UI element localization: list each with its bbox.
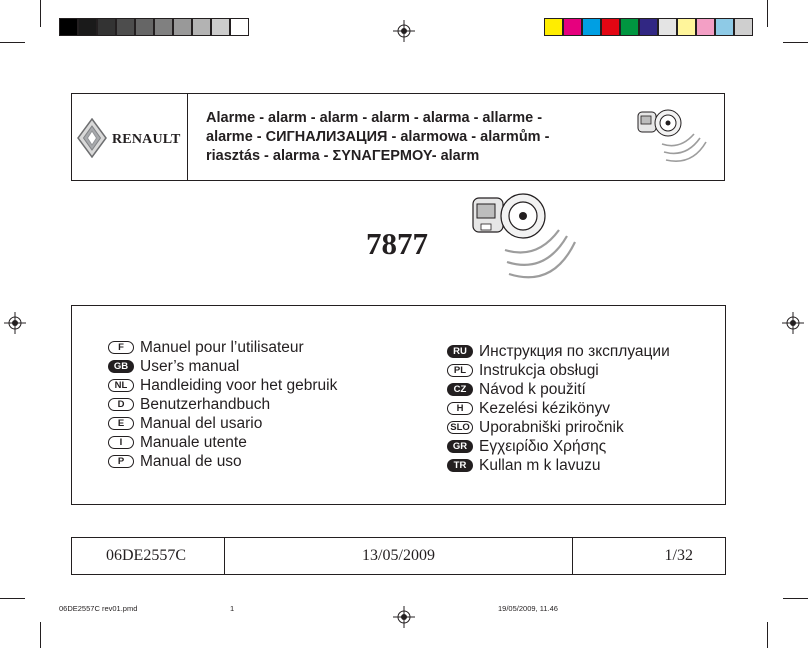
title-line: riasztás - alarma - ΣΥΝΑΓΕΡΜΟΥ- alarm	[206, 148, 480, 164]
manual-title: User’s manual	[140, 357, 240, 375]
gray-swatch	[192, 18, 211, 36]
manual-language-item	[108, 414, 337, 433]
language-code-badge: I	[108, 436, 134, 449]
manual-language-item	[108, 338, 337, 357]
process-color-bar	[544, 18, 753, 36]
manual-language-item	[447, 456, 670, 475]
slug-page: 1	[230, 604, 235, 613]
language-code-badge: GR	[447, 440, 473, 453]
manual-language-item	[447, 342, 670, 361]
color-swatch	[734, 18, 753, 36]
gray-swatch	[211, 18, 230, 36]
document-reference: 06DE2557C	[72, 538, 225, 574]
alarm-device-icon-small	[632, 104, 712, 174]
language-code-badge: D	[108, 398, 134, 411]
registration-mark-right	[782, 312, 804, 334]
language-code-badge: NL	[108, 379, 134, 392]
model-number: 7877	[366, 226, 428, 261]
color-swatch	[658, 18, 677, 36]
language-code-badge: CZ	[447, 383, 473, 396]
manual-title: Instrukcja obsługi	[479, 361, 599, 379]
color-swatch	[639, 18, 658, 36]
manual-language-item	[447, 380, 670, 399]
manual-title: Manual de uso	[140, 452, 242, 470]
manual-language-item	[108, 376, 337, 395]
registration-mark-top	[393, 20, 415, 42]
manual-title: Εγχειρίδιο Χρήσης	[479, 437, 607, 455]
language-list-left	[108, 338, 337, 471]
header-box	[71, 93, 725, 181]
color-swatch	[620, 18, 639, 36]
manual-language-box	[71, 305, 726, 505]
gray-swatch	[59, 18, 78, 36]
manual-title: Kullan m k lavuzu	[479, 456, 601, 474]
color-swatch	[563, 18, 582, 36]
language-list-right	[447, 342, 670, 475]
color-swatch	[715, 18, 734, 36]
document-title	[206, 109, 596, 166]
manual-language-item	[447, 418, 670, 437]
language-code-badge: RU	[447, 345, 473, 358]
color-swatch	[677, 18, 696, 36]
manual-language-item	[447, 437, 670, 456]
registration-mark-bottom	[393, 606, 415, 628]
manual-language-item	[447, 361, 670, 380]
slug-timestamp: 19/05/2009, 11.46	[498, 604, 558, 613]
renault-logo	[77, 118, 107, 158]
slug-filename: 06DE2557C rev01.pmd	[59, 604, 138, 613]
manual-title: Manual del usario	[140, 414, 263, 432]
manual-title: Handleiding voor het gebruik	[140, 376, 338, 394]
manual-title: Benutzerhandbuch	[140, 395, 271, 413]
footer-table	[71, 537, 726, 575]
language-code-badge: TR	[447, 459, 473, 472]
gray-swatch	[78, 18, 97, 36]
gray-swatch	[154, 18, 173, 36]
grayscale-color-bar	[59, 18, 249, 36]
language-code-badge: H	[447, 402, 473, 415]
page-number: 1/32	[664, 547, 693, 564]
color-swatch	[582, 18, 601, 36]
manual-title: Uporabniški priročnik	[479, 418, 624, 436]
title-line: Alarme - alarm - alarm - alarm - alarma - allarme -	[206, 110, 543, 126]
manual-language-item	[108, 452, 337, 471]
color-swatch	[696, 18, 715, 36]
language-code-badge: SLO	[447, 421, 473, 434]
manual-language-item	[447, 399, 670, 418]
gray-swatch	[230, 18, 249, 36]
language-code-badge: PL	[447, 364, 473, 377]
color-swatch	[544, 18, 563, 36]
color-swatch	[601, 18, 620, 36]
brand-name: RENAULT	[112, 132, 181, 147]
language-code-badge: E	[108, 417, 134, 430]
gray-swatch	[135, 18, 154, 36]
title-line: alarme - СИГНАЛИЗАЦИЯ - alarmowa - alarmům -	[206, 129, 550, 145]
manual-title: Kezelési kézikönyv	[479, 399, 610, 417]
language-code-badge: GB	[108, 360, 134, 373]
manual-language-item	[108, 357, 337, 376]
manual-language-item	[108, 395, 337, 414]
document-date: 13/05/2009	[225, 538, 573, 574]
gray-swatch	[97, 18, 116, 36]
manual-title: Инструкция по зксплуации	[479, 342, 670, 360]
language-code-badge: F	[108, 341, 134, 354]
language-code-badge: P	[108, 455, 134, 468]
gray-swatch	[173, 18, 192, 36]
manual-title: Návod k použití	[479, 380, 586, 398]
manual-title: Manuale utente	[140, 433, 247, 451]
alarm-device-illustration	[465, 188, 580, 293]
brand-cell	[72, 94, 188, 180]
registration-mark-left	[4, 312, 26, 334]
gray-swatch	[116, 18, 135, 36]
manual-language-item	[108, 433, 337, 452]
manual-title: Manuel pour l’utilisateur	[140, 338, 304, 356]
